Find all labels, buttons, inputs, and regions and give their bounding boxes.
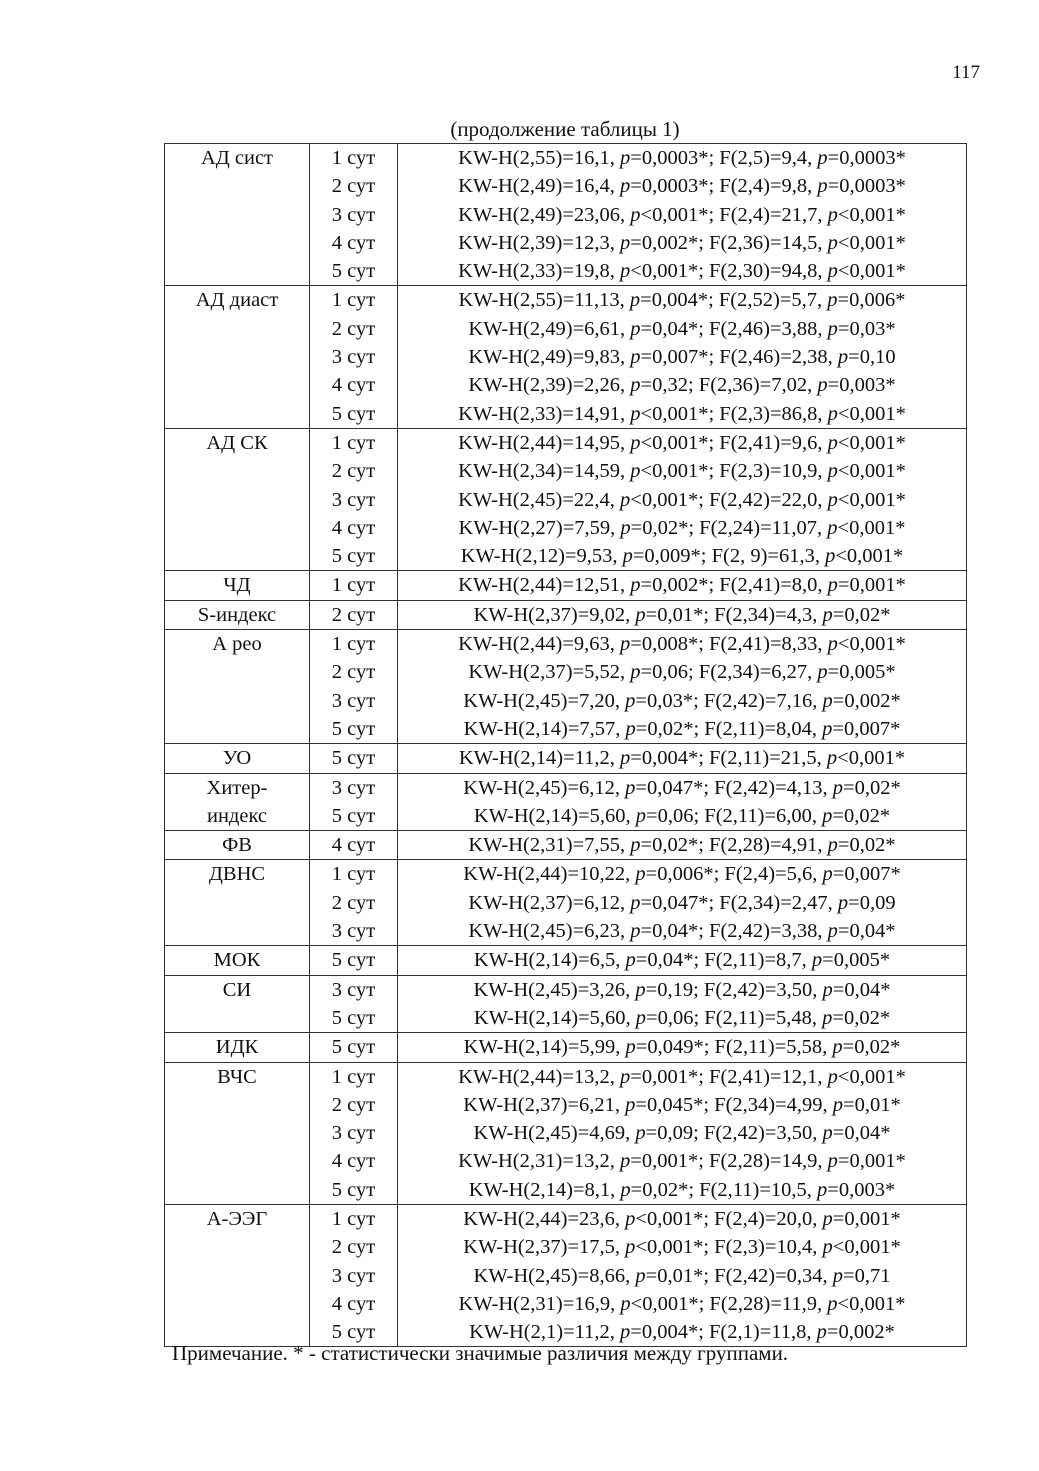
day-label: 1 сут	[331, 574, 376, 597]
statistic-value: KW-H(2,37)=5,52, p=0,06; F(2,34)=6,27, p=0,005*	[468, 661, 896, 684]
day-cell	[310, 946, 398, 975]
day-cell	[310, 630, 398, 744]
day-cell	[310, 144, 398, 286]
indicator-name: Хитер-	[206, 776, 268, 799]
day-label: 1 сут	[331, 633, 376, 656]
statistics-table	[164, 143, 967, 1347]
day-cell	[310, 1033, 398, 1062]
statistic-value: KW-H(2,31)=13,2, p=0,001*; F(2,28)=14,9, p=0,001*	[458, 1150, 906, 1173]
indicator-name: АД СК	[206, 431, 268, 454]
day-cell	[310, 1204, 398, 1346]
table-row	[165, 831, 967, 860]
indicator-name: УО	[222, 747, 252, 770]
statistic-value: KW-H(2,37)=6,12, p=0,047*; F(2,34)=2,47, p=0,09	[468, 891, 896, 914]
statistic-cell	[398, 286, 967, 428]
table-row	[165, 773, 967, 831]
table-row	[165, 600, 967, 629]
indicator-cell	[165, 571, 310, 600]
statistic-value: KW-H(2,55)=16,1, p=0,0003*; F(2,5)=9,4, p=0,0003*	[458, 147, 906, 169]
day-cell	[310, 860, 398, 946]
statistic-value: KW-H(2,49)=9,83, p=0,007*; F(2,46)=2,38, p=0,10	[468, 346, 896, 369]
statistic-value: KW-H(2,45)=6,23, p=0,04*; F(2,42)=3,38, p=0,04*	[468, 920, 896, 943]
indicator-cell	[165, 286, 310, 428]
statistic-value: KW-H(2,39)=2,26, p=0,32; F(2,36)=7,02, p=0,003*	[468, 374, 896, 397]
indicator-cell	[165, 600, 310, 629]
indicator-cell	[165, 1062, 310, 1204]
table-note: Примечание. * - статистически значимые различия между группами.	[172, 1341, 789, 1365]
day-cell	[310, 286, 398, 428]
table-row	[165, 1204, 967, 1346]
statistic-value: KW-H(2,14)=5,60, p=0,06; F(2,11)=6,00, p=0,02*	[473, 804, 891, 827]
statistic-value: KW-H(2,14)=5,99, p=0,049*; F(2,11)=5,58, p=0,02*	[463, 1036, 901, 1059]
statistic-value: KW-H(2,49)=16,4, p=0,0003*; F(2,4)=9,8, p=0,0003*	[458, 175, 906, 198]
day-label: 5 сут	[331, 1036, 376, 1059]
table-row	[165, 1033, 967, 1062]
day-cell	[310, 600, 398, 629]
statistic-value: KW-H(2,49)=6,61, p=0,04*; F(2,46)=3,88, p=0,03*	[468, 317, 896, 340]
statistic-value: KW-H(2,31)=16,9, p<0,001*; F(2,28)=11,9, p<0,001*	[458, 1292, 906, 1315]
statistic-value: KW-H(2,34)=14,59, p<0,001*; F(2,3)=10,9, p<0,001*	[458, 460, 906, 483]
table-caption: (продолжение таблицы 1)	[450, 117, 680, 141]
indicator-name: А рео	[212, 633, 262, 656]
indicator-cell	[165, 428, 310, 570]
day-label: 3 сут	[331, 488, 376, 511]
day-label: 3 сут	[331, 776, 376, 799]
statistic-value: KW-H(2,31)=7,55, p=0,02*; F(2,28)=4,91, p=0,02*	[468, 834, 896, 857]
day-label: 2 сут	[331, 661, 376, 684]
day-label: 1 сут	[331, 1065, 376, 1088]
table-row	[165, 975, 967, 1033]
statistic-value: KW-H(2,44)=13,2, p=0,001*; F(2,41)=12,1, p<0,001*	[458, 1065, 906, 1088]
table-row	[165, 744, 967, 773]
indicator-name: ЧД	[223, 574, 251, 597]
indicator-cell	[165, 144, 310, 286]
statistic-value: KW-H(2,44)=14,95, p<0,001*; F(2,41)=9,6, p<0,001*	[458, 431, 906, 454]
statistic-value: KW-H(2,33)=14,91, p<0,001*; F(2,3)=86,8, p<0,001*	[458, 402, 906, 425]
indicator-name: ФВ	[222, 834, 252, 857]
statistic-cell	[398, 144, 967, 286]
table-row	[165, 428, 967, 570]
table-row	[165, 144, 967, 286]
statistic-value: KW-H(2,45)=3,26, p=0,19; F(2,42)=3,50, p=0,04*	[473, 978, 891, 1001]
day-label: 4 сут	[331, 516, 376, 539]
day-label: 3 сут	[331, 1122, 376, 1145]
table-row	[165, 571, 967, 600]
table-row	[165, 286, 967, 428]
day-label: 4 сут	[331, 1150, 376, 1173]
indicator-name: ВЧС	[217, 1065, 257, 1088]
day-label: 1 сут	[331, 863, 376, 886]
table-body	[165, 144, 967, 1347]
day-label: 4 сут	[331, 834, 376, 857]
indicator-cell	[165, 630, 310, 744]
statistic-value: KW-H(2,45)=4,69, p=0,09; F(2,42)=3,50, p=0,04*	[473, 1122, 891, 1145]
indicator-cell	[165, 744, 310, 773]
statistic-value: KW-H(2,45)=6,12, p=0,047*; F(2,42)=4,13, p=0,02*	[463, 776, 901, 799]
statistic-cell	[398, 975, 967, 1033]
indicator-name: ДВНС	[208, 863, 266, 886]
day-label: 5 сут	[331, 260, 376, 283]
day-label: 5 сут	[331, 949, 376, 972]
indicator-cell	[165, 975, 310, 1033]
statistic-value: KW-H(2,37)=6,21, p=0,045*; F(2,34)=4,99, p=0,01*	[463, 1093, 901, 1116]
statistic-value: KW-H(2,55)=11,13, p=0,004*; F(2,52)=5,7, p=0,006*	[458, 289, 906, 312]
statistic-value: KW-H(2,12)=9,53, p=0,009*; F(2, 9)=61,3, p<0,001*	[460, 545, 904, 568]
statistic-value: KW-H(2,37)=9,02, p=0,01*; F(2,34)=4,3, p=0,02*	[473, 603, 891, 626]
indicator-cell	[165, 1204, 310, 1346]
day-label: 1 сут	[331, 147, 376, 169]
statistic-cell	[398, 428, 967, 570]
day-label: 5 сут	[331, 1006, 376, 1029]
statistic-cell	[398, 630, 967, 744]
table-row	[165, 860, 967, 946]
day-label: 5 сут	[331, 545, 376, 568]
indicator-cell	[165, 773, 310, 831]
day-label: 4 сут	[331, 1292, 376, 1315]
statistic-value: KW-H(2,27)=7,59, p=0,02*; F(2,24)=11,07, p<0,001*	[458, 516, 906, 539]
day-label: 5 сут	[331, 804, 376, 827]
day-label: 1 сут	[331, 289, 376, 312]
statistic-value: KW-H(2,33)=19,8, p<0,001*; F(2,30)=94,8, p<0,001*	[458, 260, 906, 283]
statistic-cell	[398, 571, 967, 600]
statistic-value: KW-H(2,44)=10,22, p=0,006*; F(2,4)=5,6, p=0,007*	[463, 863, 901, 886]
day-label: 5 сут	[331, 1321, 376, 1344]
table-row	[165, 946, 967, 975]
indicator-cell	[165, 1033, 310, 1062]
day-cell	[310, 428, 398, 570]
statistic-value: KW-H(2,14)=7,57, p=0,02*; F(2,11)=8,04, p=0,007*	[463, 717, 901, 740]
statistic-value: KW-H(2,45)=7,20, p=0,03*; F(2,42)=7,16, p=0,002*	[463, 689, 901, 712]
statistic-value: KW-H(2,49)=23,06, p<0,001*; F(2,4)=21,7, p<0,001*	[458, 203, 906, 226]
statistic-cell	[398, 946, 967, 975]
statistic-value: KW-H(2,44)=9,63, p=0,008*; F(2,41)=8,33, p<0,001*	[458, 633, 906, 656]
statistic-cell	[398, 744, 967, 773]
table-row	[165, 630, 967, 744]
day-label: 2 сут	[331, 1093, 376, 1116]
statistic-value: KW-H(2,37)=17,5, p<0,001*; F(2,3)=10,4, p<0,001*	[463, 1236, 901, 1259]
day-label: 5 сут	[331, 747, 376, 770]
page-number: 117	[952, 62, 980, 83]
day-cell	[310, 571, 398, 600]
statistic-cell	[398, 860, 967, 946]
day-label: 2 сут	[331, 1236, 376, 1259]
indicator-cell	[165, 831, 310, 860]
statistic-cell	[398, 1033, 967, 1062]
statistic-value: KW-H(2,14)=8,1, p=0,02*; F(2,11)=10,5, p=0,003*	[468, 1178, 896, 1201]
statistic-cell	[398, 1204, 967, 1346]
indicator-name: СИ	[222, 978, 252, 1001]
statistic-value: KW-H(2,39)=12,3, p=0,002*; F(2,36)=14,5, p<0,001*	[458, 231, 906, 254]
day-cell	[310, 744, 398, 773]
day-cell	[310, 773, 398, 831]
day-label: 5 сут	[331, 402, 376, 425]
day-label: 3 сут	[331, 978, 376, 1001]
day-label: 2 сут	[331, 460, 376, 483]
statistic-cell	[398, 600, 967, 629]
day-label: 1 сут	[331, 431, 376, 454]
day-label: 3 сут	[331, 346, 376, 369]
day-label: 2 сут	[331, 317, 376, 340]
statistic-value: KW-H(2,45)=22,4, p<0,001*; F(2,42)=22,0, p<0,001*	[458, 488, 906, 511]
indicator-name: ИДК	[215, 1036, 259, 1059]
statistic-value: KW-H(2,14)=11,2, p=0,004*; F(2,11)=21,5, p<0,001*	[458, 747, 906, 770]
day-label: 4 сут	[331, 374, 376, 397]
table-row	[165, 1062, 967, 1204]
indicator-name: АД сист	[200, 147, 274, 169]
indicator-name: МОК	[213, 949, 261, 972]
day-label: 2 сут	[331, 891, 376, 914]
indicator-cell	[165, 946, 310, 975]
day-label: 3 сут	[331, 920, 376, 943]
statistic-value: KW-H(2,14)=6,5, p=0,04*; F(2,11)=8,7, p=0,005*	[473, 949, 891, 972]
indicator-name: АД диаст	[195, 289, 279, 312]
statistic-cell	[398, 1062, 967, 1204]
day-label: 2 сут	[331, 603, 376, 626]
day-label: 3 сут	[331, 689, 376, 712]
day-label: 3 сут	[331, 1264, 376, 1287]
indicator-cell	[165, 860, 310, 946]
statistic-value: KW-H(2,44)=12,51, p=0,002*; F(2,41)=8,0, p=0,001*	[458, 574, 906, 597]
day-cell	[310, 1062, 398, 1204]
day-label: 1 сут	[331, 1207, 376, 1230]
statistic-cell	[398, 831, 967, 860]
statistic-value: KW-H(2,44)=23,6, p<0,001*; F(2,4)=20,0, p=0,001*	[463, 1207, 901, 1230]
day-cell	[310, 831, 398, 860]
day-cell	[310, 975, 398, 1033]
statistic-value: KW-H(2,1)=11,2, p=0,004*; F(2,1)=11,8, p=0,002*	[469, 1321, 895, 1344]
indicator-name: индекс	[206, 804, 268, 827]
day-label: 5 сут	[331, 717, 376, 740]
statistic-value: KW-H(2,45)=8,66, p=0,01*; F(2,42)=0,34, p=0,71	[473, 1264, 891, 1287]
statistic-cell	[398, 773, 967, 831]
day-label: 3 сут	[331, 203, 376, 226]
day-label: 4 сут	[331, 231, 376, 254]
day-label: 2 сут	[331, 175, 376, 198]
statistic-value: KW-H(2,14)=5,60, p=0,06; F(2,11)=5,48, p=0,02*	[473, 1006, 891, 1029]
day-label: 5 сут	[331, 1178, 376, 1201]
indicator-name: S-индекс	[197, 603, 277, 626]
indicator-name: А-ЭЭГ	[206, 1207, 268, 1230]
